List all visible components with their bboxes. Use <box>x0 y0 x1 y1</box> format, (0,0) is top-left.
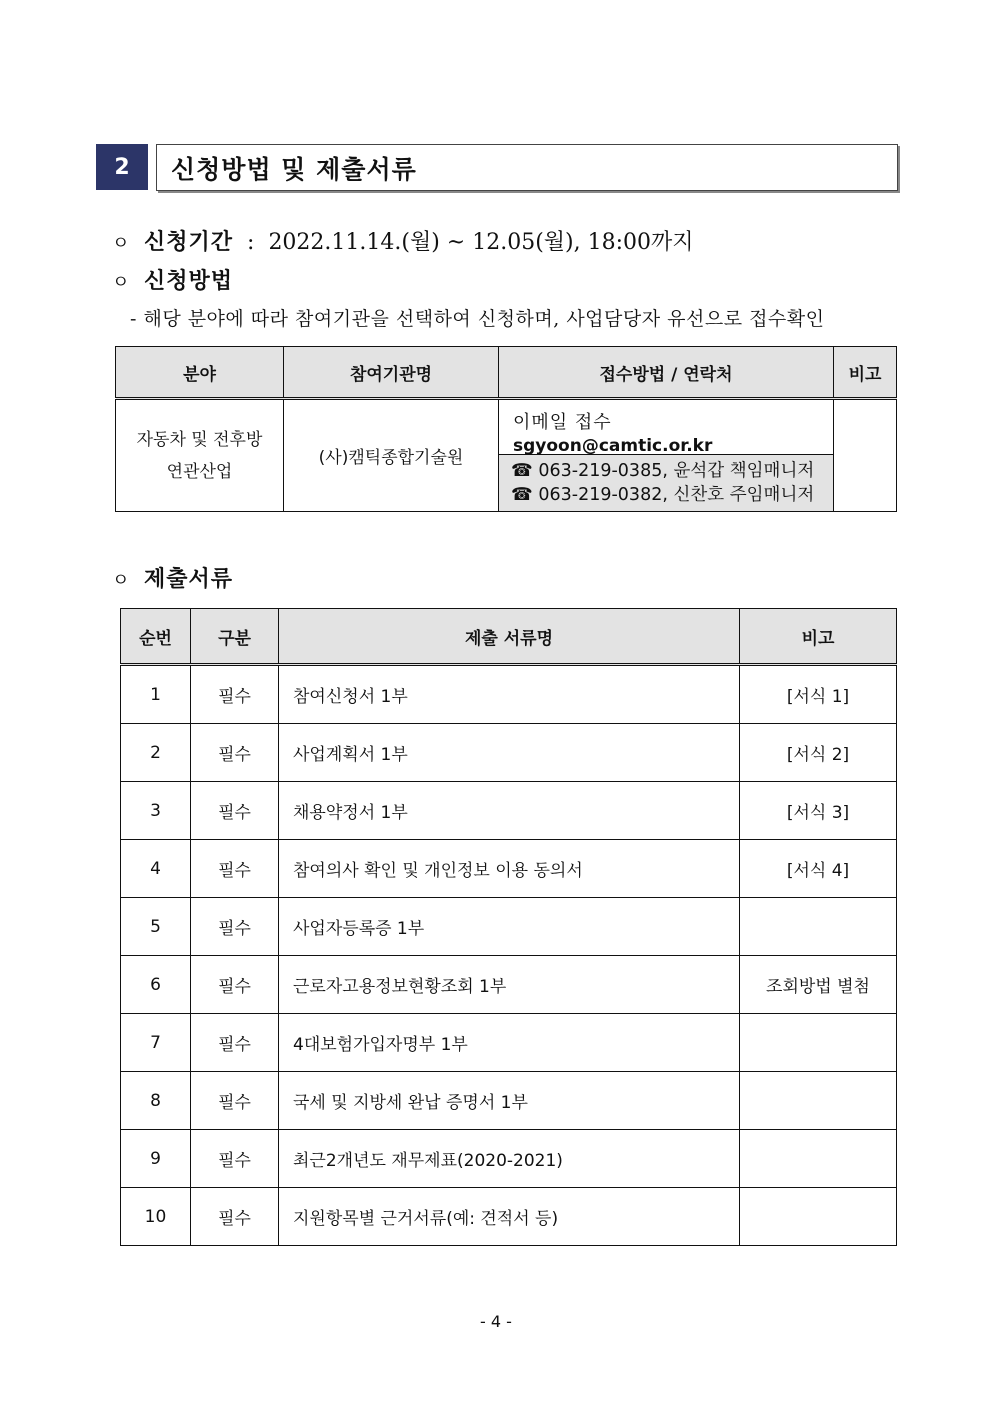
email-address[interactable]: sgyoon@camtic.or.kr <box>513 436 713 456</box>
row-no: 2 <box>121 724 191 782</box>
bullet-mark: ㅇ <box>112 570 130 591</box>
row-doc-name: 지원항목별 근거서류(예: 견적서 등) <box>279 1188 740 1246</box>
period-separator: : <box>247 230 255 255</box>
row-no: 9 <box>121 1130 191 1188</box>
row-type: 필수 <box>191 1130 279 1188</box>
bullet-mark: ㅇ <box>112 233 130 254</box>
header-type: 구분 <box>191 609 279 665</box>
bullet-mark: ㅇ <box>112 272 130 293</box>
table-header-row <box>116 347 897 399</box>
phone-line: ☎ 063-219-0385, 윤석갑 책임매니저 <box>511 461 815 481</box>
row-type: 필수 <box>191 1188 279 1246</box>
row-no: 7 <box>121 1014 191 1072</box>
row-doc-name: 참여의사 확인 및 개인정보 이용 동의서 <box>279 840 740 898</box>
header-note: 비고 <box>740 609 897 665</box>
row-type: 필수 <box>191 840 279 898</box>
row-doc-name: 사업계획서 1부 <box>279 724 740 782</box>
header-doc-name: 제출 서류명 <box>279 609 740 665</box>
section-number: 2 <box>96 144 148 190</box>
period-value: 2022.11.14.(월) ~ 12.05(월), 18:00까지 <box>268 230 694 255</box>
table-row <box>121 840 897 898</box>
table-row <box>121 1014 897 1072</box>
row-doc-name: 참여신청서 1부 <box>279 665 740 724</box>
row-note: [서식 4] <box>740 840 897 898</box>
row-doc-name: 4대보험가입자명부 1부 <box>279 1014 740 1072</box>
row-type: 필수 <box>191 898 279 956</box>
table-row <box>121 782 897 840</box>
docs-heading <box>112 562 233 593</box>
table-row <box>121 665 897 724</box>
field-line: 자동차 및 전후방 <box>136 429 263 450</box>
row-no: 10 <box>121 1188 191 1246</box>
table-row <box>121 1130 897 1188</box>
row-no: 8 <box>121 1072 191 1130</box>
note-cell <box>834 399 897 512</box>
row-type: 필수 <box>191 665 279 724</box>
row-note: [서식 2] <box>740 724 897 782</box>
email-label: 이메일 접수 <box>513 412 612 433</box>
row-note: [서식 1] <box>740 665 897 724</box>
docs-label: 제출서류 <box>144 566 234 592</box>
email-block <box>499 400 833 455</box>
period-label: 신청기간 <box>144 229 234 255</box>
header-contact: 접수방법 / 연락처 <box>499 347 834 399</box>
row-no: 5 <box>121 898 191 956</box>
table-row <box>121 1072 897 1130</box>
method-line <box>112 264 233 295</box>
docs-table <box>120 608 897 1246</box>
row-no: 4 <box>121 840 191 898</box>
row-type: 필수 <box>191 724 279 782</box>
row-type: 필수 <box>191 1072 279 1130</box>
row-doc-name: 사업자등록증 1부 <box>279 898 740 956</box>
header-org: 참여기관명 <box>284 347 499 399</box>
row-type: 필수 <box>191 1014 279 1072</box>
row-no: 1 <box>121 665 191 724</box>
row-note <box>740 898 897 956</box>
field-cell <box>116 399 284 512</box>
table-row <box>116 399 897 512</box>
table-row <box>121 898 897 956</box>
table-row <box>121 956 897 1014</box>
period-line <box>112 225 694 256</box>
field-line: 연관산업 <box>166 461 233 482</box>
row-doc-name: 근로자고용정보현황조회 1부 <box>279 956 740 1014</box>
section-title: 신청방법 및 제출서류 <box>171 154 417 184</box>
row-no: 6 <box>121 956 191 1014</box>
row-note: [서식 3] <box>740 782 897 840</box>
row-note <box>740 1188 897 1246</box>
row-no: 3 <box>121 782 191 840</box>
header-note: 비고 <box>834 347 897 399</box>
row-doc-name: 국세 및 지방세 완납 증명서 1부 <box>279 1072 740 1130</box>
table-header-row <box>121 609 897 665</box>
contact-cell <box>499 399 834 512</box>
row-type: 필수 <box>191 956 279 1014</box>
row-note <box>740 1130 897 1188</box>
phone-line: ☎ 063-219-0382, 신찬호 주임매니저 <box>511 485 815 505</box>
phone-block <box>499 455 833 511</box>
method-label: 신청방법 <box>144 268 234 294</box>
row-doc-name: 최근2개년도 재무제표(2020-2021) <box>279 1130 740 1188</box>
method-detail: - 해당 분야에 따라 참여기관을 선택하여 신청하며, 사업담당자 유선으로 접수확인 <box>130 308 825 330</box>
table-row <box>121 724 897 782</box>
row-note: 조회방법 별첨 <box>740 956 897 1014</box>
table-row <box>121 1188 897 1246</box>
org-table <box>115 346 897 512</box>
org-cell: (사)캠틱종합기술원 <box>284 399 499 512</box>
row-note <box>740 1014 897 1072</box>
row-doc-name: 채용약정서 1부 <box>279 782 740 840</box>
header-field: 분야 <box>116 347 284 399</box>
page-number: - 4 - <box>480 1312 512 1331</box>
row-type: 필수 <box>191 782 279 840</box>
row-note <box>740 1072 897 1130</box>
header-no: 순번 <box>121 609 191 665</box>
section-title-box <box>156 144 898 191</box>
